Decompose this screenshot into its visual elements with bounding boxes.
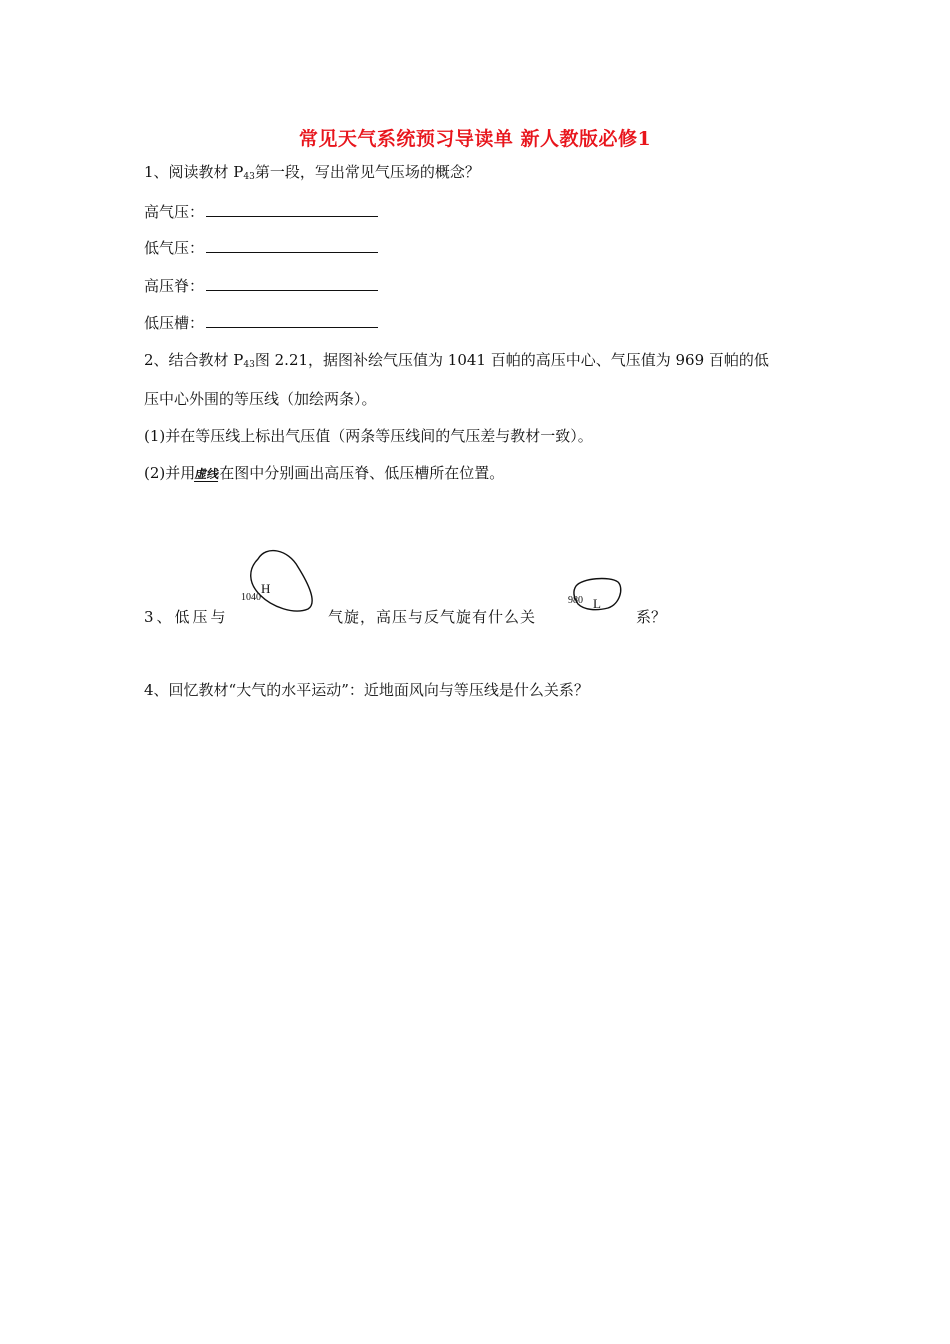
q2-sub2-suffix: 在图中分别画出高压脊、低压槽所在位置。 (219, 464, 505, 482)
answer-blank[interactable] (206, 202, 378, 217)
answer-label: 低气压： (144, 239, 205, 257)
low-isobar-value: 980 (568, 595, 583, 606)
question-2-sub-1: (1)并在等压线上标出气压值（两条等压线间的气压差与教材一致）。 (144, 427, 593, 445)
question-2-sub-2 (144, 463, 504, 483)
q2-suffix: 图 2.21，据图补绘气压值为 1041 百帕的高压中心、气压值为 969 百帕的低 (254, 351, 769, 369)
answer-blank[interactable] (206, 276, 378, 291)
low-pressure-diagram (562, 574, 632, 614)
question-2-line-1 (144, 350, 769, 375)
question-3-part-2: 气旋，高压与反气旋有什么关 (328, 608, 537, 626)
answer-line-high-ridge (144, 276, 378, 296)
high-pressure-diagram (236, 545, 326, 615)
high-center-label: H (261, 581, 271, 596)
q1-page-sub: 43 (243, 172, 255, 182)
answer-blank[interactable] (206, 313, 378, 328)
answer-line-high-pressure (144, 202, 378, 222)
page-title: 常见天气系统预习导读单 新人教版必修1 (298, 128, 652, 150)
q2-page-sub: 43 (243, 360, 255, 370)
question-2-line-2: 压中心外围的等压线（加绘两条）。 (144, 390, 377, 408)
high-isobar-value: 1040 (241, 592, 261, 603)
dashed-line-handwritten-mark: 虚线 (194, 467, 221, 481)
q2-sub2-prefix: (2)并用 (144, 464, 196, 482)
answer-line-low-pressure (144, 238, 378, 258)
answer-blank[interactable] (206, 238, 378, 253)
question-4: 4、回忆教材“大气的水平运动”：近地面风向与等压线是什么关系？ (144, 681, 589, 699)
q1-suffix: 第一段，写出常见气压场的概念？ (254, 163, 480, 181)
question-1 (144, 162, 480, 187)
high-pressure-isobar-icon (236, 545, 326, 615)
answer-label: 低压槽： (144, 314, 205, 332)
question-3-part-3: 系？ (636, 608, 667, 626)
answer-line-low-trough (144, 313, 378, 333)
answer-label: 高压脊： (144, 277, 205, 295)
question-3-part-1: 3、低压与 (144, 608, 229, 626)
q1-prefix: 1、阅读教材 P (144, 163, 244, 181)
q2-prefix: 2、结合教材 P (144, 351, 244, 369)
low-center-label: L (593, 596, 601, 611)
answer-label: 高气压： (144, 203, 205, 221)
